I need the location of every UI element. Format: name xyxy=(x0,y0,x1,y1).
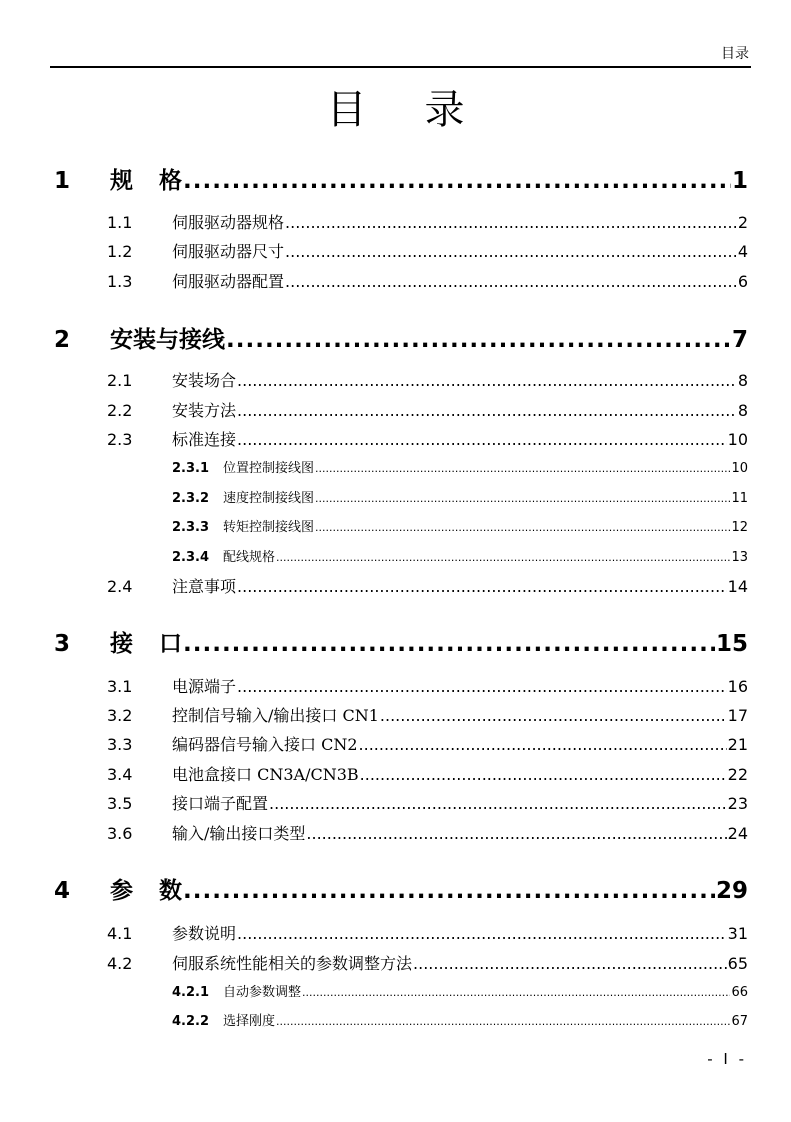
toc-entry-sub[interactable] xyxy=(172,519,748,537)
dot-leader xyxy=(380,705,727,727)
toc-entry-page: 23 xyxy=(727,794,748,813)
dot-leader xyxy=(359,734,727,756)
toc-entry-number: 2.1 xyxy=(107,371,133,390)
toc-entry-title: 位置控制接线图 xyxy=(223,461,315,476)
toc-entry-title: 控制信号输入/输出接口 CN1 xyxy=(172,706,379,725)
toc-entry-title: 自动参数调整 xyxy=(223,985,302,1000)
toc-entry-title: 伺服驱动器尺寸 xyxy=(172,242,285,261)
toc-entry-page: 31 xyxy=(727,924,748,943)
toc-entry-section[interactable] xyxy=(107,576,748,598)
running-header: 目录 xyxy=(721,46,749,62)
toc-entry-page: 66 xyxy=(731,985,748,1000)
dot-leader xyxy=(237,676,727,698)
dot-leader xyxy=(276,549,730,567)
toc-entry-title: 规格 xyxy=(110,167,182,194)
toc-entry-number: 3.4 xyxy=(107,765,133,784)
toc-entry-title: 电池盒接口 CN3A/CN3B xyxy=(172,765,359,784)
toc-entry-title: 转矩控制接线图 xyxy=(223,520,315,535)
dot-leader xyxy=(237,400,737,422)
toc-entry-section[interactable] xyxy=(107,705,748,727)
toc-entry-page: 67 xyxy=(731,1014,748,1029)
toc-entry-section[interactable] xyxy=(107,271,748,293)
toc-entry-number: 3.3 xyxy=(107,735,133,754)
toc-entry-title: 伺服驱动器规格 xyxy=(172,213,285,232)
toc-entry-number: 2.3.4 xyxy=(172,550,210,565)
toc-entry-number: 1.3 xyxy=(107,272,133,291)
toc-entry-title: 输入/输出接口类型 xyxy=(172,824,306,843)
toc-entry-page: 7 xyxy=(731,327,748,353)
toc-entry-page: 4 xyxy=(737,242,748,261)
dot-leader xyxy=(237,576,727,598)
toc-entry-chapter[interactable] xyxy=(54,629,748,659)
dot-leader xyxy=(315,490,730,508)
toc-entry-section[interactable] xyxy=(107,241,748,263)
toc-entry-section[interactable] xyxy=(107,823,748,845)
toc-entry-title: 编码器信号输入接口 CN2 xyxy=(172,735,358,754)
toc-entry-title: 速度控制接线图 xyxy=(223,491,315,506)
toc-entry-section[interactable] xyxy=(107,676,748,698)
toc-entry-number: 1 xyxy=(54,168,71,194)
dot-leader xyxy=(237,370,737,392)
toc-entry-number: 4.1 xyxy=(107,924,133,943)
toc-entry-number: 2.4 xyxy=(107,577,133,596)
dot-leader xyxy=(269,793,727,815)
toc-entry-chapter[interactable] xyxy=(54,166,748,196)
dot-leader xyxy=(285,241,737,263)
dot-leader xyxy=(183,166,731,196)
toc-entry-title: 接口 xyxy=(110,630,182,657)
toc-entry-number: 3.5 xyxy=(107,794,133,813)
toc-entry-sub[interactable] xyxy=(172,490,748,508)
toc-entry-page: 21 xyxy=(727,735,748,754)
toc-entry-page: 16 xyxy=(727,677,748,696)
toc-entry-page: 8 xyxy=(737,401,748,420)
toc-entry-title: 安装方法 xyxy=(172,401,237,420)
toc-entry-page: 10 xyxy=(727,430,748,449)
toc-entry-section[interactable] xyxy=(107,400,748,422)
toc-entry-chapter[interactable] xyxy=(54,325,748,355)
toc-entry-page: 14 xyxy=(727,577,748,596)
toc-entry-number: 3 xyxy=(54,631,71,657)
toc-entry-page: 17 xyxy=(727,706,748,725)
toc-entry-number: 3.2 xyxy=(107,706,133,725)
dot-leader xyxy=(315,460,730,478)
header-divider xyxy=(50,66,751,68)
toc-entry-page: 65 xyxy=(727,954,748,973)
toc-entry-title: 电源端子 xyxy=(172,677,237,696)
toc-entry-sub[interactable] xyxy=(172,984,748,1002)
toc-entry-section[interactable] xyxy=(107,764,748,786)
page-title: 目录 xyxy=(326,87,523,133)
toc-entry-title: 伺服系统性能相关的参数调整方法 xyxy=(172,954,413,973)
toc-entry-section[interactable] xyxy=(107,212,748,234)
dot-leader xyxy=(183,629,715,659)
toc-entry-title: 接口端子配置 xyxy=(172,794,269,813)
toc-entry-number: 2.3.2 xyxy=(172,491,210,506)
toc-entry-number: 2 xyxy=(54,327,71,353)
toc-entry-title: 注意事项 xyxy=(172,577,237,596)
toc-entry-title: 安装场合 xyxy=(172,371,237,390)
dot-leader xyxy=(237,923,727,945)
toc-entry-page: 10 xyxy=(731,461,748,476)
dot-leader xyxy=(276,1013,730,1031)
dot-leader xyxy=(183,876,715,906)
toc-entry-chapter[interactable] xyxy=(54,876,748,906)
toc-entry-title: 标准连接 xyxy=(172,430,237,449)
toc-entry-sub[interactable] xyxy=(172,460,748,478)
toc-entry-title: 选择刚度 xyxy=(223,1014,276,1029)
dot-leader xyxy=(302,984,730,1002)
toc-entry-number: 2.3.1 xyxy=(172,461,210,476)
dot-leader xyxy=(285,212,737,234)
toc-entry-number: 4.2.2 xyxy=(172,1014,210,1029)
dot-leader xyxy=(285,271,737,293)
toc-entry-page: 2 xyxy=(737,213,748,232)
toc-entry-number: 1.2 xyxy=(107,242,133,261)
toc-entry-sub[interactable] xyxy=(172,1013,748,1031)
toc-entry-title: 配线规格 xyxy=(223,550,276,565)
toc-entry-section[interactable] xyxy=(107,953,748,975)
toc-entry-page: 6 xyxy=(737,272,748,291)
toc-entry-page: 1 xyxy=(731,168,748,194)
toc-entry-page: 12 xyxy=(731,520,748,535)
dot-leader xyxy=(360,764,727,786)
toc-entry-section[interactable] xyxy=(107,429,748,451)
toc-entry-page: 11 xyxy=(731,491,748,506)
toc-entry-title: 参数说明 xyxy=(172,924,237,943)
toc-entry-page: 13 xyxy=(731,550,748,565)
toc-entry-number: 3.1 xyxy=(107,677,133,696)
toc-entry-page: 22 xyxy=(727,765,748,784)
toc-entry-title: 安装与接线 xyxy=(110,326,225,353)
toc-entry-title: 参数 xyxy=(110,877,182,904)
toc-entry-number: 4.2.1 xyxy=(172,985,210,1000)
dot-leader xyxy=(306,823,726,845)
dot-leader xyxy=(413,953,727,975)
toc-entry-section[interactable] xyxy=(107,370,748,392)
toc-entry-number: 4.2 xyxy=(107,954,133,973)
toc-entry-page: 8 xyxy=(737,371,748,390)
toc-entry-page: 29 xyxy=(715,878,748,904)
dot-leader xyxy=(237,429,727,451)
toc-entry-page: 24 xyxy=(727,824,748,843)
page-number: - I - xyxy=(707,1050,747,1068)
toc-entry-number: 3.6 xyxy=(107,824,133,843)
toc-entry-number: 2.2 xyxy=(107,401,133,420)
toc-entry-number: 1.1 xyxy=(107,213,133,232)
toc-entry-number: 2.3 xyxy=(107,430,133,449)
toc-entry-number: 2.3.3 xyxy=(172,520,210,535)
toc-entry-sub[interactable] xyxy=(172,549,748,567)
toc-entry-number: 4 xyxy=(54,878,71,904)
toc-entry-page: 15 xyxy=(715,631,748,657)
dot-leader xyxy=(315,519,730,537)
toc-entry-title: 伺服驱动器配置 xyxy=(172,272,285,291)
toc-entry-section[interactable] xyxy=(107,923,748,945)
toc-entry-section[interactable] xyxy=(107,793,748,815)
toc-entry-section[interactable] xyxy=(107,734,748,756)
dot-leader xyxy=(226,325,731,355)
